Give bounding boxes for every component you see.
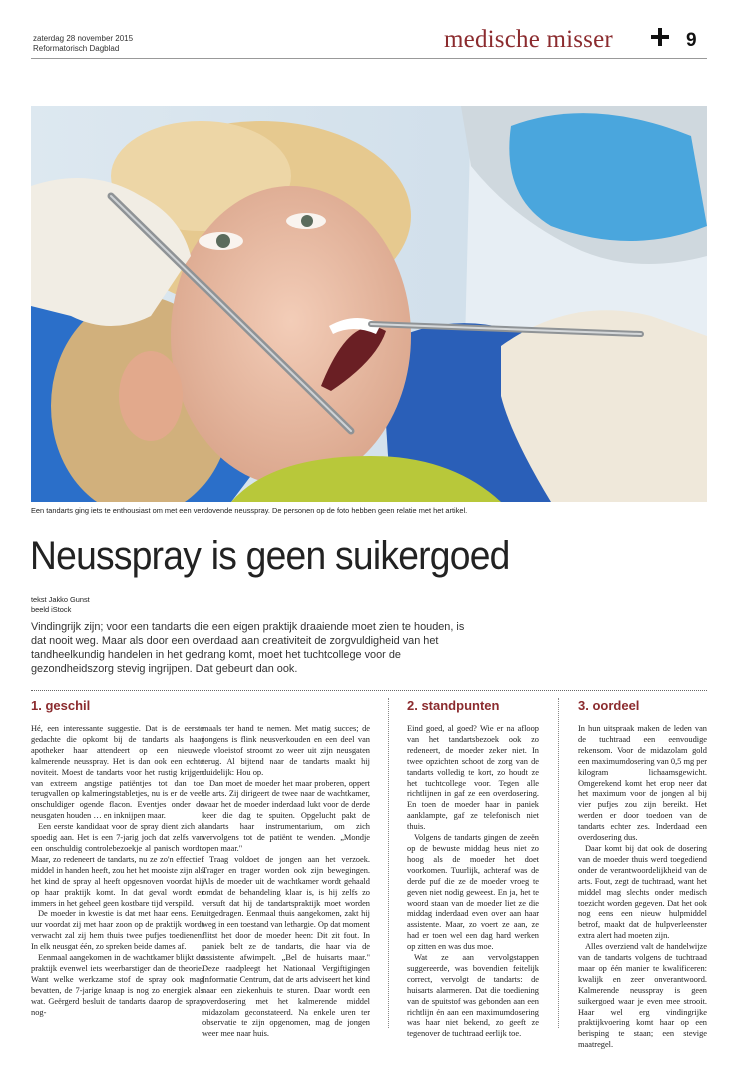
dentist-child-illustration — [31, 106, 707, 502]
section-heading-geschil: 1. geschil — [31, 698, 91, 713]
page-number: 9 — [686, 30, 697, 51]
article-credits — [31, 595, 90, 615]
paragraph: Eenmaal aangekomen in de wachtkamer blijkt de praktijk evenwel iets weerbarstiger dan de theorie. Want welke werkzame stof de spray ook mag bevatten, de 7-jarige knaap is nog zo energiek als wat. Geërgerd besluit de tandarts daarop de spray nog- — [31, 953, 204, 1017]
paragraph: Wat ze aan vervolgstappen suggereerde, was bovendien feitelijk correct, vervolgt de tandarts: de huisarts alarmeren. Dat die toediening van de spuitstof was gebonden aan een richtlijn én aan een maximumdosering was haar niet bekend, zo geeft ze tegenover de tuchtraad eerlijk toe. — [407, 953, 539, 1039]
article-headline: Neusspray is geen suikergoed — [30, 534, 510, 578]
newspaper-name: Reformatorisch Dagblad — [33, 44, 120, 53]
paragraph: Een eerste kandidaat voor de spray dient zich al spoedig aan. Het is een 7-jarig joch dat zelfs van een onschuldig controlebezoekje al panisch wordt. Maar, zo redeneert de tandarts, nu ze zo'n effectief middel in handen heeft, zou het het mooiste zijn als het kind de spray al heeft opgesnoven voordat hij op haar praktijk komt. In dat geval wordt er immers in het geheel geen kostbare tijd verspild. — [31, 822, 204, 908]
paragraph: Daar komt bij dat ook de dosering van de moeder thuis werd toegediend onder de verantwoordelijkheid van de arts. Fout, zegt de tuchtraad, want het middel mag slechts onder medisch toezicht worden gegeven. Dat het ook nog eens een nieuw hulpmiddel betrof, maakt dat de hulpverleenster extra alert had moeten zijn. — [578, 843, 707, 941]
paragraph: De moeder in kwestie is dat met haar eens. Een uur voordat zij met haar zoon op de praktijk wordt verwacht zal zij hem thuis twee pufjes toedienen. In elk neusgat één, zo spreken beide dames af. — [31, 909, 204, 952]
paragraph: Traag voldoet de jongen aan het verzoek. Trager en trager worden ook zijn bewegingen. Als de moeder uit de wachtkamer wordt gehaald omdat de behandeling klaar is, is hij zelfs zo versuft dat hij de tandartspraktijk moet worden uitgedragen. Eenmaal thuis aangekomen, zakt hij weg in een toestand van lethargie. Op dat moment flitst het door de moeder heen: Dit zit fout. In paniek belt ze de tandarts, die haar via de assistente afwimpelt. „Bel de huisarts maar." Deze raadpleegt het Nationaal Vergiftigingen Informatie Centrum, dat de arts adviseert het kind naar een ziekenhuis te sturen. Daar wordt een overdosering met het kalmerende middel midazolam geconstateerd. Na enkele uren ter observatie te zijn opgenomen, mag de jongen weer mee naar huis. — [202, 854, 370, 1039]
paragraph: Volgens de tandarts gingen de zeeën op de bewuste middag heus niet zo hoog als de moeder het doet voorkomen. Tuurlijk, achteraf was de derde puf die ze de moeder vroeg te geven niet nodig geweest. En ja, het te woord staan van de moeder liet ze die middag inderdaad even over aan haar assistente. Maar, zo voert ze aan, ze had er toen wel een dag hard werken op zitten en was dus moe. — [407, 833, 539, 952]
body-column — [578, 724, 707, 1051]
column-separator — [388, 698, 389, 1028]
issue-date: zaterdag 28 november 2015 — [33, 34, 134, 43]
section-title: medische misser — [444, 26, 613, 53]
body-column — [31, 724, 204, 1018]
header-divider — [31, 58, 707, 59]
plus-icon — [651, 28, 669, 46]
paragraph: Eind goed, al goed? Wie er na afloop van het tandartsbezoek ook zo redeneert, de moeder zeker niet. In twee opzichten schoot de zorg van de tandarts volledig te kort, zo houdt ze het tuchtcollege voor. Tegen alle richtlijnen in gaf ze een overdosering. En toen de moeder haar in paniek aanklampte, gaf ze telefonisch niet thuis. — [407, 724, 539, 832]
column-separator — [558, 698, 559, 1028]
paragraph: maals ter hand te nemen. Met matig succes; de jongens is flink neusverkouden en een deel van de vloeistof stroomt zo weer uit zijn neusgaten terug. Al bijtend naar de tandarts maakt hij duidelijk: Hou op. — [202, 724, 370, 777]
paragraph: Alles overziend valt de handelwijze van de tandarts volgens de tuchtraad maar op één manier te kwalificeren: kwalijk en zeer onverantwoord. Kalmerende neusspray is geen suikergoed waar je even mee strooit. Haar wel erg vindingrijke praktijkvoering komt haar op een berisping te staan; een stevige maatregel. — [578, 942, 707, 1050]
header-meta — [33, 34, 133, 54]
section-heading-standpunten: 2. standpunten — [407, 698, 500, 713]
article-intro: Vindingrijk zijn; voor een tandarts die een eigen praktijk draaiende moet zien te houden, is dat nooit weg. Maar als door een overdaad aan creativiteit de zorgvuldigheid van het tandheelkundig handelen in het gedrang komt, moet het tuchtcollege voor de gezondheidszorg stevig ingrijpen. Dat gebeurt dan ook. — [31, 621, 465, 675]
article-photo — [31, 106, 707, 502]
image-credit: beeld iStock — [31, 605, 72, 614]
paragraph: Dan moet de moeder het maar proberen, oppert de arts. Zij dirigeert de twee naar de wachtkamer, waar het de moeder inderdaad lukt voor de derde keer die dag te spuiten. Opgelucht pakt de tandarts haar instrumentarium, om zich vervolgens tot de patiënt te wenden. „Mondje open maar." — [202, 778, 370, 853]
body-column — [202, 724, 370, 1040]
section-heading-oordeel: 3. oordeel — [578, 698, 640, 713]
body-column — [407, 724, 539, 1040]
paragraph: Hé, een interessante suggestie. Dat is de eerste gedachte die opkomt bij de tandarts als haar apotheker haar attendeert op een nieuwe, kalmerende neusspray. Het is dan ook een echte noviteit. Moest de tandarts voor het rustig krijgen van extreem angstige patiëntjes tot dan toe terugvallen op kalmeringstabletjes, nu is er de veel onschuldiger ogende flacon. Eventjes onder de neusgaten houden … en inknijpen maar. — [31, 724, 204, 821]
dotted-divider — [31, 690, 707, 691]
photo-caption: Een tandarts ging iets te enthousiast om met een verdovende neusspray. De personen op de foto hebben geen relatie met het artikel. — [31, 506, 468, 515]
paragraph: In hun uitspraak maken de leden van de tuchtraad een eenvoudige rekensom. Voor de midazolam gold een maximumdosering van 0,5 mg per kilogram lichaamsgewicht. Omgerekend komt het erop neer dat het maximum voor de jongen al bij vier pufjes zou zijn bereikt. Het werden er door toedoen van de tandarts echter zes. Inderdaad een overdosering dus. — [578, 724, 707, 843]
byline: tekst Jakko Gunst — [31, 595, 90, 604]
